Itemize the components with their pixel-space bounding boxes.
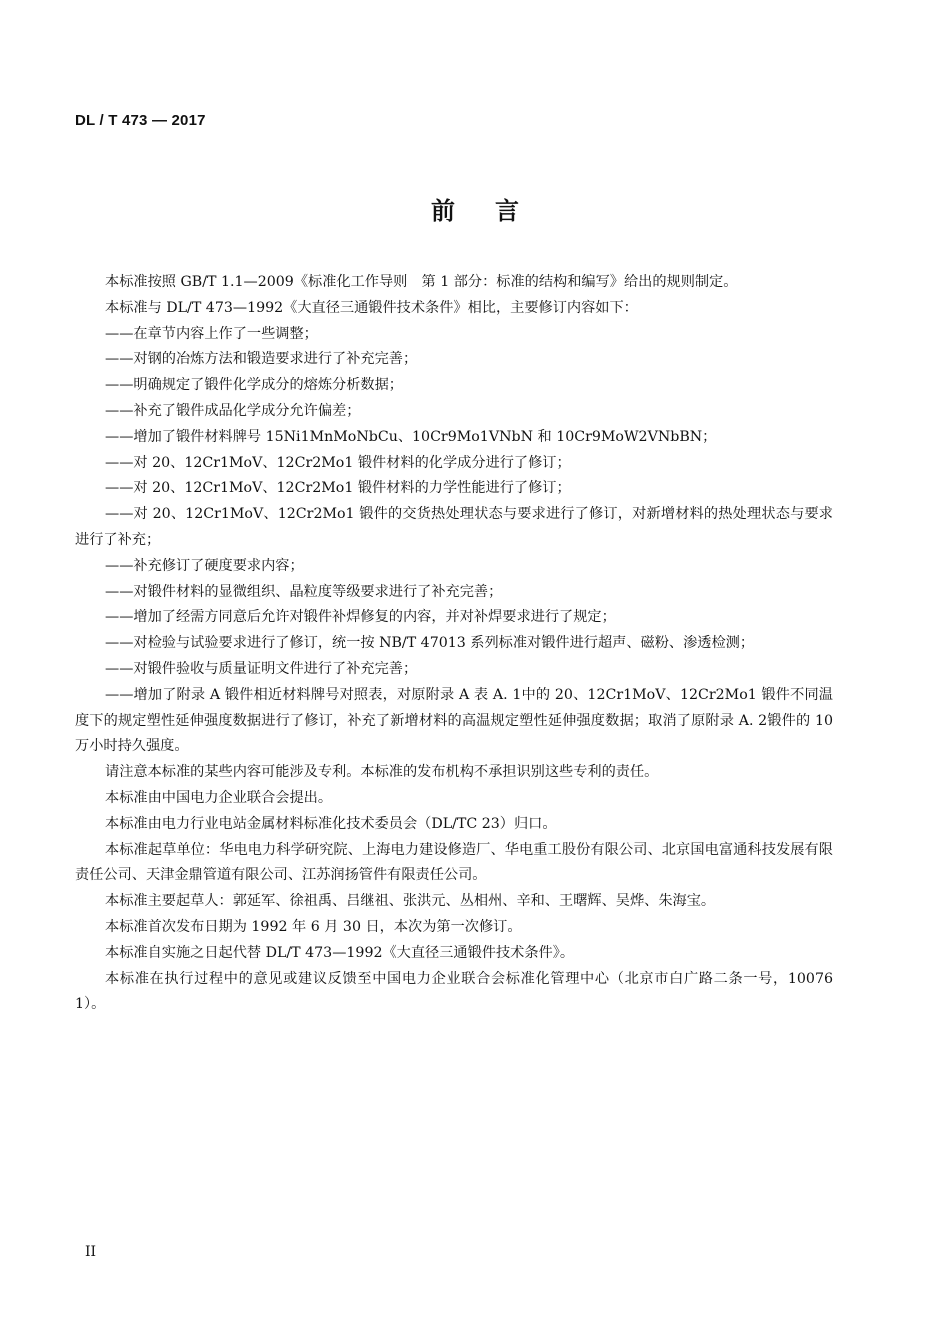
list-item: ——明确规定了锻件化学成分的熔炼分析数据； [105, 377, 403, 394]
page-title: 前言 [431, 197, 559, 225]
list-item: ——对锻件材料的显微组织、晶粒度等级要求进行了补充完善； [105, 583, 503, 600]
paragraph: 本标准由电力行业电站金属材料标准化技术委员会（DL/TC 23）归口。 [105, 815, 557, 832]
list-item: ——增加了附录 A 锻件相近材料牌号对照表，对原附录 A 表 A. 1中的 20、12Cr1MoV、12Cr2Mo1 锻件不同温度下的规定塑性延伸强度数据进行了修订，补充了新增材料的高温规定塑性延伸强度数据；取消了原附录 A. 2锻件的 10 万小时持久强度。 [75, 686, 833, 755]
list-item: ——对检验与试验要求进行了修订，统一按 NB/T 47013 系列标准对锻件进行超声、磁粉、渗透检测； [105, 635, 755, 652]
paragraph: 本标准由中国电力企业联合会提出。 [105, 789, 333, 806]
paragraph: 本标准与 DL/T 473—1992《大直径三通锻件技术条件》相比，主要修订内容如下： [105, 299, 638, 316]
paragraph: 本标准在执行过程中的意见或建议反馈至中国电力企业联合会标准化管理中心（北京市白广路二条一号，100761）。 [75, 970, 833, 1013]
foreword-body [75, 270, 833, 1018]
standard-code: DL / T 473 — 2017 [75, 112, 206, 129]
list-item: ——对 20、12Cr1MoV、12Cr2Mo1 锻件材料的化学成分进行了修订； [105, 454, 571, 471]
page-number: II [85, 1244, 97, 1260]
paragraph: 本标准首次发布日期为 1992 年 6 月 30 日，本次为第一次修订。 [105, 918, 522, 935]
paragraph: 本标准起草单位：华电电力科学研究院、上海电力建设修造厂、华电重工股份有限公司、北京国电富通科技发展有限责任公司、天津金鼎管道有限公司、江苏润扬管件有限责任公司。 [75, 841, 833, 884]
paragraph: 本标准自实施之日起代替 DL/T 473—1992《大直径三通锻件技术条件》。 [105, 944, 575, 961]
paragraph: 本标准按照 GB/T 1.1—2009《标准化工作导则 第 1 部分：标准的结构和编写》给出的规则制定。 [105, 274, 738, 290]
list-item: ——补充了锻件成品化学成分允许偏差； [105, 402, 361, 419]
list-item: ——增加了经需方同意后允许对锻件补焊修复的内容，并对补焊要求进行了规定； [105, 609, 616, 626]
list-item: ——在章节内容上作了一些调整； [105, 325, 318, 342]
list-item: ——增加了锻件材料牌号 15Ni1MnMoNbCu、10Cr9Mo1VNbN 和 10Cr9MoW2VNbBN； [105, 428, 717, 445]
list-item: ——补充修订了硬度要求内容； [105, 557, 304, 574]
paragraph: 请注意本标准的某些内容可能涉及专利。本标准的发布机构不承担识别这些专利的责任。 [105, 764, 659, 781]
list-item: ——对 20、12Cr1MoV、12Cr2Mo1 锻件材料的力学性能进行了修订； [105, 480, 571, 497]
list-item: ——对 20、12Cr1MoV、12Cr2Mo1 锻件的交货热处理状态与要求进行了修订，对新增材料的热处理状态与要求进行了补充； [75, 506, 833, 548]
list-item: ——对锻件验收与质量证明文件进行了补充完善； [105, 660, 418, 677]
list-item: ——对钢的冶炼方法和锻造要求进行了补充完善； [105, 351, 418, 368]
paragraph: 本标准主要起草人：郭延军、徐祖禹、吕继祖、张洪元、丛相州、辛和、王曙辉、吴烨、朱海宝。 [105, 893, 716, 910]
